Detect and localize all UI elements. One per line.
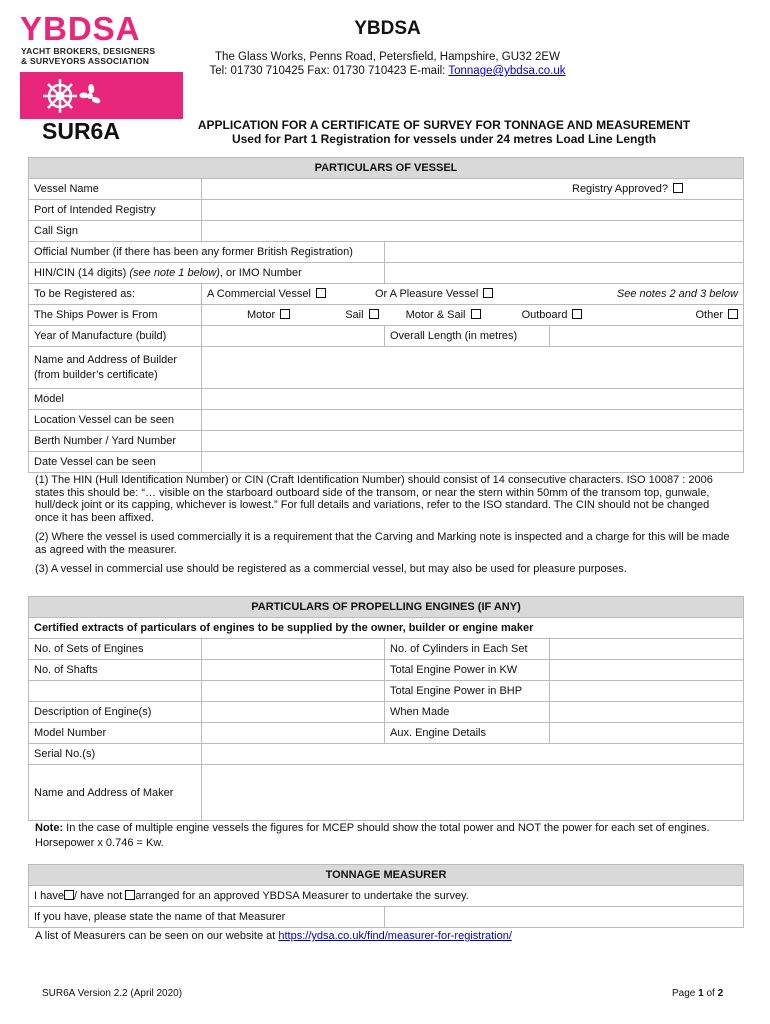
- serial-label: Serial No.(s): [29, 744, 202, 765]
- aux-label: Aux. Engine Details: [385, 723, 550, 744]
- sail-checkbox[interactable]: [369, 309, 379, 319]
- shafts-label: No. of Shafts: [29, 660, 202, 681]
- when-made-field[interactable]: [550, 702, 744, 723]
- measurer-arranged-row: [29, 886, 744, 907]
- form-version: SUR6A Version 2.2 (April 2020): [42, 988, 183, 999]
- ybdsa-logo: [20, 10, 183, 106]
- berth-field[interactable]: [202, 431, 744, 452]
- port-field[interactable]: [202, 200, 744, 221]
- vessel-section-heading: PARTICULARS OF VESSEL: [29, 158, 744, 179]
- model-field[interactable]: [202, 389, 744, 410]
- have-checkbox[interactable]: [64, 890, 74, 900]
- year-label: Year of Manufacture (build): [29, 326, 202, 347]
- contact-details: Tel: 01730 710425 Fax: 01730 710423 E-mail:: [209, 65, 449, 77]
- shafts-field[interactable]: [202, 660, 385, 681]
- vessel-notes: [35, 474, 735, 583]
- blank-label-cell: [29, 681, 202, 702]
- propeller-icon: [80, 84, 101, 103]
- other-option-label: Other: [695, 309, 723, 321]
- have-label: I have: [34, 890, 64, 902]
- registry-approved-label: Registry Approved?: [572, 183, 668, 195]
- engines-note-label: Note:: [35, 822, 64, 834]
- model-number-field[interactable]: [202, 723, 385, 744]
- engines-note: [35, 821, 735, 858]
- power-bhp-label: Total Engine Power in BHP: [385, 681, 550, 702]
- registered-as-label: To be Registered as:: [29, 284, 202, 305]
- aux-field[interactable]: [550, 723, 744, 744]
- power-bhp-field[interactable]: [550, 681, 744, 702]
- date-seen-field[interactable]: [202, 452, 744, 473]
- organisation-name: YBDSA: [354, 18, 421, 39]
- pleasure-option-label: Or A Pleasure Vessel: [375, 288, 479, 300]
- engines-certified-text: Certified extracts of particulars of engines to be supplied by the owner, builder or engine maker: [29, 618, 744, 639]
- overall-length-label: Overall Length (in metres): [385, 326, 550, 347]
- maker-label: Name and Address of Maker: [29, 765, 202, 821]
- organisation-contact: [185, 64, 590, 78]
- page-total: 2: [717, 988, 724, 999]
- motor-option-label: Motor: [247, 309, 276, 321]
- call-sign-label: Call Sign: [29, 221, 202, 242]
- ship-wheel-icon: [20, 72, 183, 119]
- official-number-label: Official Number (if there has been any former British Registration): [29, 242, 385, 263]
- measurer-list-text: A list of Measurers can be seen on our website at: [35, 930, 279, 942]
- page-of-word: of: [703, 988, 718, 999]
- outboard-checkbox[interactable]: [572, 309, 582, 319]
- hin-imo-text: , or IMO Number: [219, 267, 302, 279]
- note-2: (2) Where the vessel is used commercially it is a requirement that the Carving and Marking note is inspected and a charge for this will be made as agreed with the measurer.: [35, 531, 730, 556]
- page-word: Page: [672, 988, 699, 999]
- note-3: (3) A vessel in commercial use should be registered as a commercial vessel, but may also be used for pleasure purposes.: [35, 563, 627, 575]
- model-label: Model: [29, 389, 202, 410]
- sail-option-label: Sail: [345, 309, 364, 321]
- power-label: The Ships Power is From: [29, 305, 202, 326]
- note-1: (1) The HIN (Hull Identification Number) or CIN (Craft Identification Number) should consist of 14 consecutive characters. ISO 10087 : 2006 states this should be: “… visible on the starboard outboard side of the transom, or near the stern within 50mm of the transom top, gunwale, hull/deck joint or its capping, whichever is lowest.” For full details and variations, refer to the ISO standard. The CIN should not be changed once it has been affixed.: [35, 474, 713, 524]
- measurer-list-note: [35, 930, 735, 943]
- form-title-line2: Used for Part 1 Registration for vessels under 24 metres Load Line Length: [231, 132, 657, 146]
- vessel-name-label: Vessel Name: [29, 179, 202, 200]
- hin-field[interactable]: [385, 263, 744, 284]
- registered-as-options: [202, 284, 744, 305]
- registry-approved-checkbox[interactable]: [673, 183, 683, 193]
- have-not-label: / have not: [73, 890, 126, 902]
- builder-label-line1: Name and Address of Builder: [34, 353, 178, 366]
- power-kw-label: Total Engine Power in KW: [385, 660, 550, 681]
- motor-checkbox[interactable]: [280, 309, 290, 319]
- date-seen-label: Date Vessel can be seen: [29, 452, 202, 473]
- hin-text: HIN/CIN (14 digits): [34, 267, 130, 279]
- measurer-table: [28, 864, 744, 928]
- description-field[interactable]: [202, 702, 385, 723]
- builder-label: [29, 347, 202, 389]
- call-sign-field[interactable]: [202, 221, 744, 242]
- vessel-particulars-table: [28, 157, 744, 473]
- overall-length-field[interactable]: [550, 326, 744, 347]
- email-link[interactable]: Tonnage@ybdsa.co.uk: [448, 65, 566, 77]
- form-title-line1: APPLICATION FOR A CERTIFICATE OF SURVEY FOR TONNAGE AND MEASUREMENT: [197, 118, 691, 132]
- port-label: Port of Intended Registry: [29, 200, 202, 221]
- serial-field[interactable]: [202, 744, 744, 765]
- engines-table: [28, 596, 744, 821]
- when-made-label: When Made: [385, 702, 550, 723]
- measurer-list-link[interactable]: https://ydsa.co.uk/find/measurer-for-registration/: [278, 930, 512, 942]
- model-number-label: Model Number: [29, 723, 202, 744]
- location-field[interactable]: [202, 410, 744, 431]
- builder-label-line2: (from builder’s certificate): [34, 368, 158, 381]
- have-not-checkbox[interactable]: [125, 890, 135, 900]
- arranged-text: arranged for an approved YBDSA Measurer to undertake the survey.: [135, 890, 469, 902]
- year-field[interactable]: [202, 326, 385, 347]
- page-number: [672, 988, 723, 999]
- motor-sail-checkbox[interactable]: [471, 309, 481, 319]
- measurer-name-field[interactable]: [385, 907, 744, 928]
- power-options: [202, 305, 744, 326]
- blank-field-cell: [202, 681, 385, 702]
- berth-label: Berth Number / Yard Number: [29, 431, 202, 452]
- logo-emblem: [20, 72, 183, 119]
- commercial-option-label: A Commercial Vessel: [207, 288, 311, 300]
- measurer-section-heading: TONNAGE MEASURER: [29, 865, 744, 886]
- logo-subtitle: [21, 47, 186, 66]
- official-number-field[interactable]: [385, 242, 744, 263]
- other-checkbox[interactable]: [728, 309, 738, 319]
- cylinders-field[interactable]: [550, 639, 744, 660]
- cylinders-label: No. of Cylinders in Each Set: [385, 639, 550, 660]
- form-title: [170, 118, 718, 146]
- hin-note-ref: (see note 1 below): [129, 267, 220, 279]
- engines-section-heading: PARTICULARS OF PROPELLING ENGINES (IF ANY): [29, 597, 744, 618]
- see-notes-text: See notes 2 and 3 below: [616, 288, 738, 300]
- hin-label: [29, 263, 385, 284]
- outboard-option-label: Outboard: [521, 309, 568, 321]
- power-kw-field[interactable]: [550, 660, 744, 681]
- motor-sail-option-label: Motor & Sail: [405, 309, 466, 321]
- logo-subtitle-line2: & SURVEYORS ASSOCIATION: [21, 55, 150, 66]
- location-label: Location Vessel can be seen: [29, 410, 202, 431]
- sets-label: No. of Sets of Engines: [29, 639, 202, 660]
- pleasure-checkbox[interactable]: [483, 288, 493, 298]
- logo-subtitle-line1: YACHT BROKERS, DESIGNERS: [21, 46, 156, 56]
- maker-field[interactable]: [202, 765, 744, 821]
- vessel-name-field[interactable]: [202, 179, 744, 200]
- builder-field[interactable]: [202, 347, 744, 389]
- sets-field[interactable]: [202, 639, 385, 660]
- commercial-checkbox[interactable]: [316, 288, 326, 298]
- form-code: SUR6A: [42, 118, 120, 144]
- organisation-header: [185, 16, 590, 78]
- engines-note-text: In the case of multiple engine vessels the figures for MCEP should show the total power and NOT the power for each set of engines. Horsepower x 0.746 = Kw.: [35, 822, 710, 849]
- organisation-address: The Glass Works, Penns Road, Petersfield, Hampshire, GU32 2EW: [215, 51, 560, 63]
- page-current: 1: [698, 988, 704, 999]
- logo-wordmark: YBDSA: [20, 10, 141, 47]
- measurer-name-label: If you have, please state the name of that Measurer: [29, 907, 385, 928]
- description-label: Description of Engine(s): [29, 702, 202, 723]
